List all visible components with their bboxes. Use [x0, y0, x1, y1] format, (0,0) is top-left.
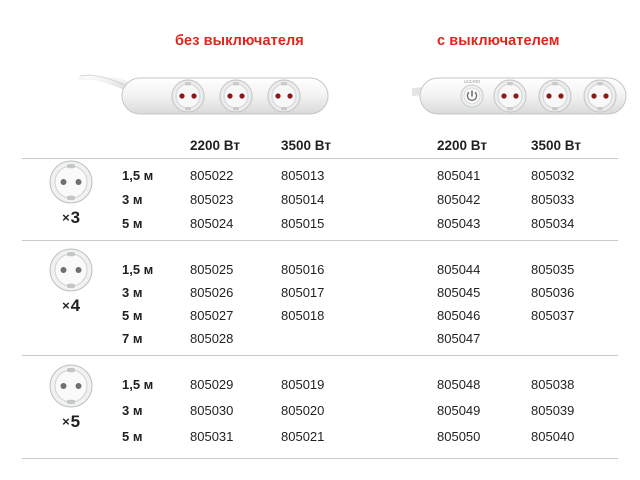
table-cell: 805033 — [531, 192, 575, 207]
row-length: 5 м — [122, 429, 143, 444]
socket-count-block-3 — [40, 158, 102, 228]
socket-multiplier-5 — [40, 412, 102, 432]
table-cell: 805027 — [190, 308, 234, 323]
multiplier-symbol: × — [62, 298, 70, 313]
table-cell: 805022 — [190, 168, 234, 183]
power-strip-with-switch-image — [412, 62, 632, 124]
row-length: 3 м — [122, 192, 143, 207]
row-length: 5 м — [122, 216, 143, 231]
table-cell: 805017 — [281, 285, 325, 300]
heading-with-switch: с выключателем — [437, 33, 560, 49]
table-cell: 805037 — [531, 308, 575, 323]
divider-top — [22, 158, 618, 159]
socket-count-block-5 — [40, 362, 102, 432]
multiplier-value: 3 — [70, 208, 80, 227]
table-cell: 805032 — [531, 168, 575, 183]
column-header-3500-no-switch: 3500 Вт — [281, 138, 331, 153]
multiplier-value: 4 — [70, 296, 80, 315]
table-cell: 805034 — [531, 216, 575, 231]
table-cell: 805026 — [190, 285, 234, 300]
table-cell: 805048 — [437, 377, 481, 392]
table-cell: 805047 — [437, 331, 481, 346]
table-cell: 805050 — [437, 429, 481, 444]
table-cell: 805045 — [437, 285, 481, 300]
multiplier-symbol: × — [62, 414, 70, 429]
table-cell: 805029 — [190, 377, 234, 392]
table-cell: 805013 — [281, 168, 325, 183]
table-cell: 805018 — [281, 308, 325, 323]
table-cell: 805046 — [437, 308, 481, 323]
table-cell: 805023 — [190, 192, 234, 207]
column-header-3500-with-switch: 3500 Вт — [531, 138, 581, 153]
socket-icon — [47, 246, 95, 294]
table-cell: 805024 — [190, 216, 234, 231]
multiplier-value: 5 — [70, 412, 80, 431]
table-cell: 805042 — [437, 192, 481, 207]
multiplier-symbol: × — [62, 210, 70, 225]
column-header-2200-no-switch: 2200 Вт — [190, 138, 240, 153]
table-cell: 805020 — [281, 403, 325, 418]
table-cell: 805039 — [531, 403, 575, 418]
table-cell: 805031 — [190, 429, 234, 444]
table-cell: 805028 — [190, 331, 234, 346]
table-cell: 805019 — [281, 377, 325, 392]
socket-count-block-4 — [40, 246, 102, 316]
row-length: 3 м — [122, 285, 143, 300]
row-length: 5 м — [122, 308, 143, 323]
table-cell: 805015 — [281, 216, 325, 231]
brand-text: LEZARD — [463, 79, 481, 84]
divider-group1 — [22, 240, 618, 241]
socket-multiplier-3 — [40, 208, 102, 228]
table-cell: 805030 — [190, 403, 234, 418]
socket-icon — [47, 362, 95, 410]
table-cell: 805049 — [437, 403, 481, 418]
heading-without-switch: без выключателя — [175, 33, 304, 49]
table-cell: 805044 — [437, 262, 481, 277]
table-cell: 805025 — [190, 262, 234, 277]
table-cell: 805041 — [437, 168, 481, 183]
table-cell: 805021 — [281, 429, 325, 444]
divider-group2 — [22, 355, 618, 356]
table-cell: 805038 — [531, 377, 575, 392]
socket-multiplier-4 — [40, 296, 102, 316]
row-length: 1,5 м — [122, 168, 154, 183]
power-strip-without-switch-image — [78, 62, 338, 124]
divider-bottom — [22, 458, 618, 459]
table-cell: 805035 — [531, 262, 575, 277]
table-cell: 805016 — [281, 262, 325, 277]
table-cell: 805014 — [281, 192, 325, 207]
column-header-2200-with-switch: 2200 Вт — [437, 138, 487, 153]
socket-icon — [47, 158, 95, 206]
table-cell: 805040 — [531, 429, 575, 444]
table-cell: 805036 — [531, 285, 575, 300]
table-cell: 805043 — [437, 216, 481, 231]
row-length: 1,5 м — [122, 262, 154, 277]
row-length: 1,5 м — [122, 377, 154, 392]
row-length: 3 м — [122, 403, 143, 418]
row-length: 7 м — [122, 331, 143, 346]
